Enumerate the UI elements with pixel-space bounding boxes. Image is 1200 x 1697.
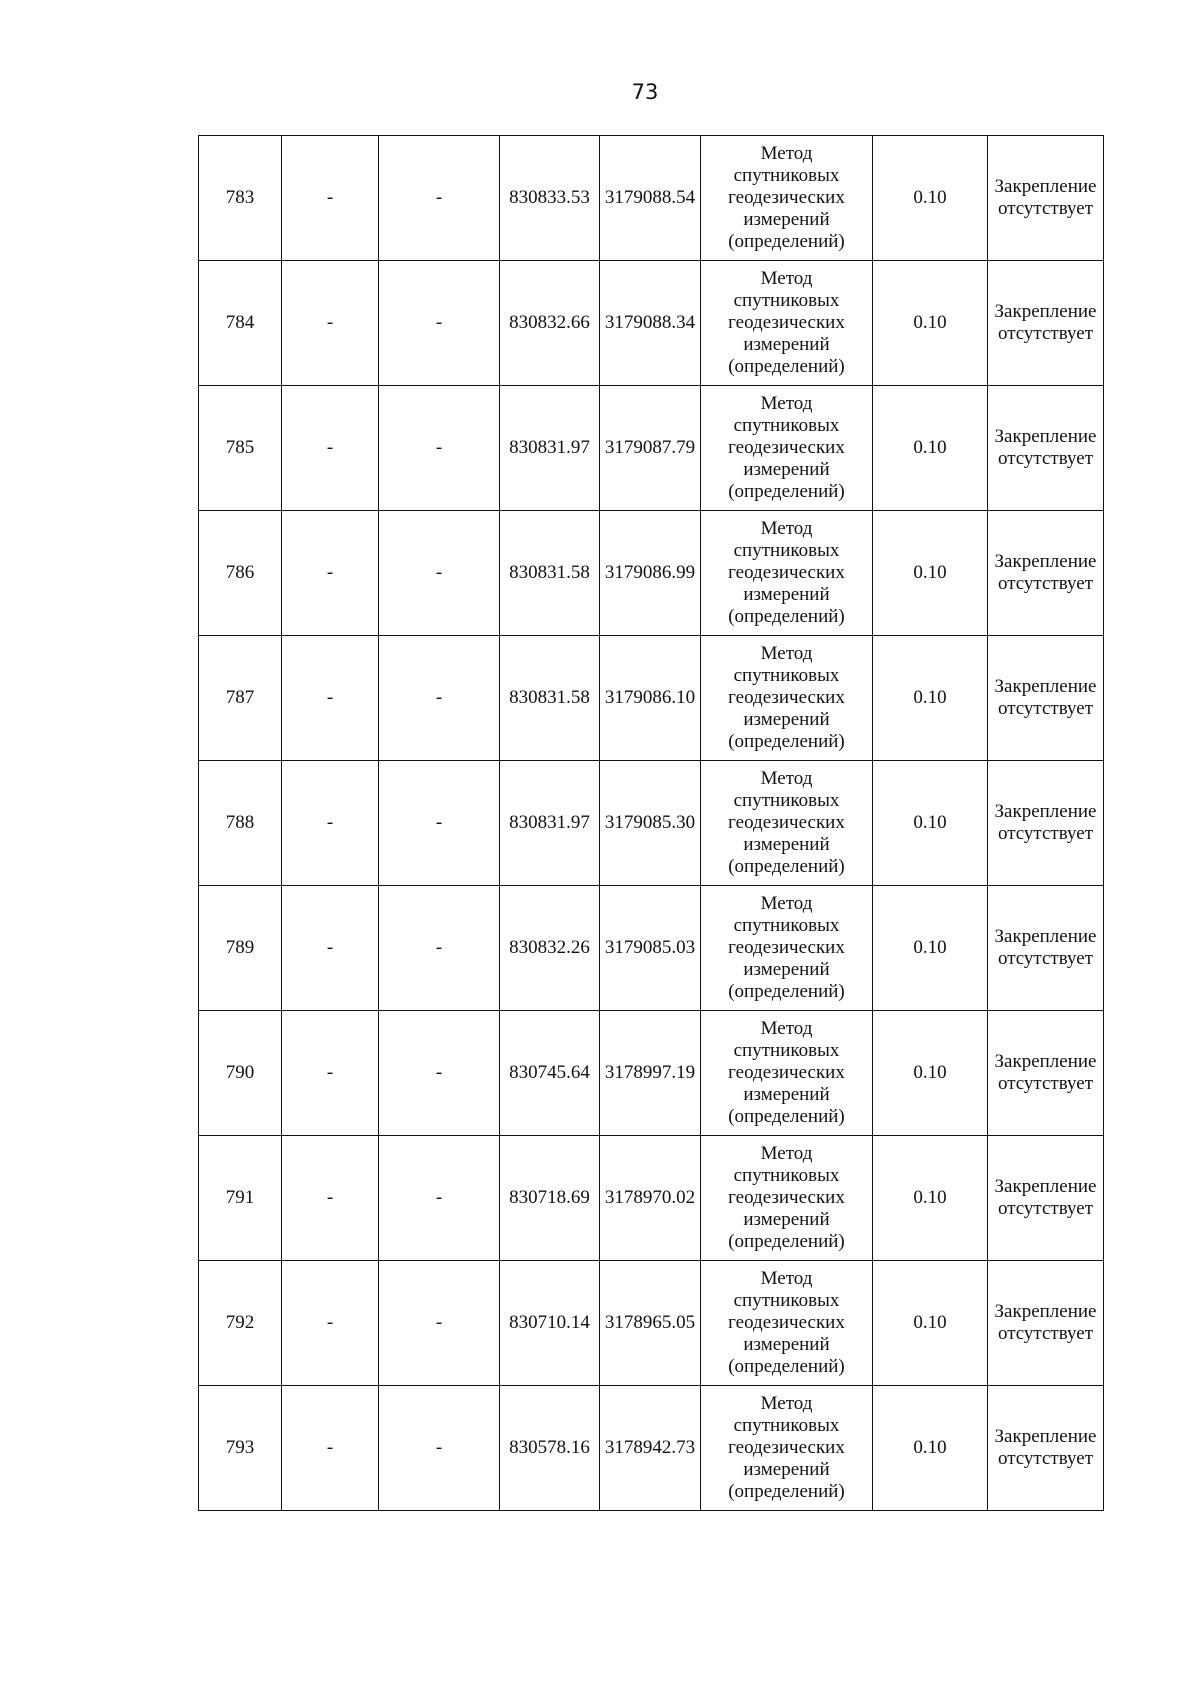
method-line: спутниковых	[733, 790, 840, 811]
x-coordinate-cell: 830832.26	[500, 886, 600, 1011]
accuracy-cell: 0.10	[873, 1136, 988, 1261]
accuracy-cell: 0.10	[873, 386, 988, 511]
point-number-cell: 789	[199, 886, 282, 1011]
point-number-cell: 790	[199, 1011, 282, 1136]
fixation-line: отсутствует	[997, 1448, 1094, 1469]
accuracy-cell: 0.10	[873, 761, 988, 886]
method-line: (определений)	[728, 606, 845, 627]
fixation-cell	[988, 1386, 1104, 1511]
table-row	[199, 511, 1104, 636]
method-line: (определений)	[728, 1106, 845, 1127]
x-coordinate-cell: 830745.64	[500, 1011, 600, 1136]
fixation-line: отсутствует	[997, 448, 1094, 469]
empty-cell-1: -	[282, 511, 379, 636]
method-cell	[701, 886, 873, 1011]
fixation-line: Закрепление	[994, 301, 1097, 322]
method-line: измерений	[743, 209, 830, 230]
accuracy-cell: 0.10	[873, 886, 988, 1011]
table-row	[199, 886, 1104, 1011]
method-line: измерений	[743, 1334, 830, 1355]
point-number-cell: 784	[199, 261, 282, 386]
table-row	[199, 636, 1104, 761]
method-cell	[701, 511, 873, 636]
point-number-cell: 793	[199, 1386, 282, 1511]
method-line: геодезических	[728, 937, 845, 958]
method-line: спутниковых	[733, 1165, 840, 1186]
fixation-line: отсутствует	[997, 1073, 1094, 1094]
fixation-line: Закрепление	[994, 551, 1097, 572]
method-line: Метод	[760, 1143, 813, 1164]
empty-cell-1: -	[282, 386, 379, 511]
y-coordinate-cell: 3178965.05	[600, 1261, 701, 1386]
method-line: спутниковых	[733, 1415, 840, 1436]
x-coordinate-cell: 830710.14	[500, 1261, 600, 1386]
table-row	[199, 1261, 1104, 1386]
method-line: Метод	[760, 1393, 813, 1414]
accuracy-cell: 0.10	[873, 636, 988, 761]
method-line: Метод	[760, 518, 813, 539]
fixation-line: Закрепление	[994, 676, 1097, 697]
method-line: спутниковых	[733, 915, 840, 936]
fixation-cell	[988, 1136, 1104, 1261]
method-line: (определений)	[728, 1231, 845, 1252]
fixation-line: Закрепление	[994, 1301, 1097, 1322]
table-row	[199, 1136, 1104, 1261]
method-line: геодезических	[728, 812, 845, 833]
fixation-cell	[988, 386, 1104, 511]
fixation-line: отсутствует	[997, 1198, 1094, 1219]
x-coordinate-cell: 830831.97	[500, 386, 600, 511]
empty-cell-2: -	[379, 1386, 500, 1511]
method-line: Метод	[760, 893, 813, 914]
method-line: измерений	[743, 959, 830, 980]
point-number-cell: 788	[199, 761, 282, 886]
table-body	[199, 136, 1104, 1511]
method-line: спутниковых	[733, 290, 840, 311]
empty-cell-2: -	[379, 136, 500, 261]
method-line: Метод	[760, 1268, 813, 1289]
method-line: спутниковых	[733, 665, 840, 686]
method-cell	[701, 1386, 873, 1511]
empty-cell-2: -	[379, 386, 500, 511]
method-line: измерений	[743, 834, 830, 855]
method-line: геодезических	[728, 187, 845, 208]
x-coordinate-cell: 830832.66	[500, 261, 600, 386]
method-line: (определений)	[728, 856, 845, 877]
method-line: спутниковых	[733, 1040, 840, 1061]
empty-cell-1: -	[282, 761, 379, 886]
method-line: геодезических	[728, 1312, 845, 1333]
fixation-cell	[988, 886, 1104, 1011]
method-line: спутниковых	[733, 540, 840, 561]
fixation-line: Закрепление	[994, 176, 1097, 197]
method-line: (определений)	[728, 731, 845, 752]
method-line: спутниковых	[733, 415, 840, 436]
method-line: спутниковых	[733, 1290, 840, 1311]
empty-cell-1: -	[282, 136, 379, 261]
fixation-cell	[988, 1011, 1104, 1136]
coordinates-table	[198, 135, 1104, 1511]
method-line: (определений)	[728, 231, 845, 252]
empty-cell-2: -	[379, 261, 500, 386]
empty-cell-2: -	[379, 1261, 500, 1386]
accuracy-cell: 0.10	[873, 1011, 988, 1136]
empty-cell-2: -	[379, 511, 500, 636]
method-line: измерений	[743, 1459, 830, 1480]
empty-cell-1: -	[282, 886, 379, 1011]
method-cell	[701, 1136, 873, 1261]
method-line: спутниковых	[733, 165, 840, 186]
table-row	[199, 386, 1104, 511]
method-line: измерений	[743, 584, 830, 605]
x-coordinate-cell: 830831.58	[500, 511, 600, 636]
method-line: (определений)	[728, 1356, 845, 1377]
method-line: измерений	[743, 334, 830, 355]
method-line: геодезических	[728, 312, 845, 333]
table-row	[199, 1011, 1104, 1136]
y-coordinate-cell: 3179085.30	[600, 761, 701, 886]
method-cell	[701, 261, 873, 386]
y-coordinate-cell: 3178997.19	[600, 1011, 701, 1136]
method-line: измерений	[743, 709, 830, 730]
fixation-cell	[988, 511, 1104, 636]
fixation-cell	[988, 136, 1104, 261]
y-coordinate-cell: 3178942.73	[600, 1386, 701, 1511]
point-number-cell: 786	[199, 511, 282, 636]
point-number-cell: 787	[199, 636, 282, 761]
empty-cell-1: -	[282, 1136, 379, 1261]
x-coordinate-cell: 830831.97	[500, 761, 600, 886]
method-line: Метод	[760, 1018, 813, 1039]
table-row	[199, 261, 1104, 386]
method-line: Метод	[760, 643, 813, 664]
fixation-line: Закрепление	[994, 426, 1097, 447]
method-line: Метод	[760, 393, 813, 414]
x-coordinate-cell: 830578.16	[500, 1386, 600, 1511]
empty-cell-1: -	[282, 1011, 379, 1136]
y-coordinate-cell: 3178970.02	[600, 1136, 701, 1261]
method-line: геодезических	[728, 1062, 845, 1083]
y-coordinate-cell: 3179087.79	[600, 386, 701, 511]
method-line: Метод	[760, 268, 813, 289]
fixation-line: Закрепление	[994, 1051, 1097, 1072]
point-number-cell: 783	[199, 136, 282, 261]
point-number-cell: 785	[199, 386, 282, 511]
fixation-line: отсутствует	[997, 198, 1094, 219]
y-coordinate-cell: 3179085.03	[600, 886, 701, 1011]
x-coordinate-cell: 830831.58	[500, 636, 600, 761]
method-line: геодезических	[728, 562, 845, 583]
method-line: (определений)	[728, 481, 845, 502]
method-line: Метод	[760, 768, 813, 789]
method-line: геодезических	[728, 1187, 845, 1208]
empty-cell-2: -	[379, 886, 500, 1011]
accuracy-cell: 0.10	[873, 136, 988, 261]
fixation-line: отсутствует	[997, 698, 1094, 719]
page-number: 73	[631, 80, 659, 104]
empty-cell-2: -	[379, 1136, 500, 1261]
method-line: геодезических	[728, 1437, 845, 1458]
empty-cell-2: -	[379, 1011, 500, 1136]
fixation-cell	[988, 636, 1104, 761]
accuracy-cell: 0.10	[873, 1261, 988, 1386]
empty-cell-1: -	[282, 636, 379, 761]
empty-cell-1: -	[282, 261, 379, 386]
fixation-line: отсутствует	[997, 323, 1094, 344]
method-cell	[701, 761, 873, 886]
method-line: геодезических	[728, 687, 845, 708]
accuracy-cell: 0.10	[873, 1386, 988, 1511]
table-row	[199, 1386, 1104, 1511]
fixation-cell	[988, 261, 1104, 386]
empty-cell-1: -	[282, 1261, 379, 1386]
x-coordinate-cell: 830833.53	[500, 136, 600, 261]
y-coordinate-cell: 3179086.10	[600, 636, 701, 761]
y-coordinate-cell: 3179088.34	[600, 261, 701, 386]
empty-cell-2: -	[379, 761, 500, 886]
fixation-line: Закрепление	[994, 926, 1097, 947]
accuracy-cell: 0.10	[873, 261, 988, 386]
method-line: (определений)	[728, 981, 845, 1002]
table-row	[199, 761, 1104, 886]
method-line: Метод	[760, 143, 813, 164]
fixation-line: отсутствует	[997, 823, 1094, 844]
fixation-cell	[988, 761, 1104, 886]
fixation-line: отсутствует	[997, 573, 1094, 594]
point-number-cell: 791	[199, 1136, 282, 1261]
fixation-line: Закрепление	[994, 801, 1097, 822]
point-number-cell: 792	[199, 1261, 282, 1386]
method-line: (определений)	[728, 1481, 845, 1502]
y-coordinate-cell: 3179086.99	[600, 511, 701, 636]
accuracy-cell: 0.10	[873, 511, 988, 636]
empty-cell-2: -	[379, 636, 500, 761]
method-line: геодезических	[728, 437, 845, 458]
method-line: измерений	[743, 459, 830, 480]
method-cell	[701, 136, 873, 261]
table-row	[199, 136, 1104, 261]
method-cell	[701, 1261, 873, 1386]
x-coordinate-cell: 830718.69	[500, 1136, 600, 1261]
method-cell	[701, 636, 873, 761]
fixation-line: отсутствует	[997, 948, 1094, 969]
method-line: (определений)	[728, 356, 845, 377]
method-cell	[701, 1011, 873, 1136]
fixation-line: отсутствует	[997, 1323, 1094, 1344]
empty-cell-1: -	[282, 1386, 379, 1511]
method-line: измерений	[743, 1084, 830, 1105]
method-cell	[701, 386, 873, 511]
fixation-line: Закрепление	[994, 1426, 1097, 1447]
fixation-line: Закрепление	[994, 1176, 1097, 1197]
y-coordinate-cell: 3179088.54	[600, 136, 701, 261]
method-line: измерений	[743, 1209, 830, 1230]
fixation-cell	[988, 1261, 1104, 1386]
